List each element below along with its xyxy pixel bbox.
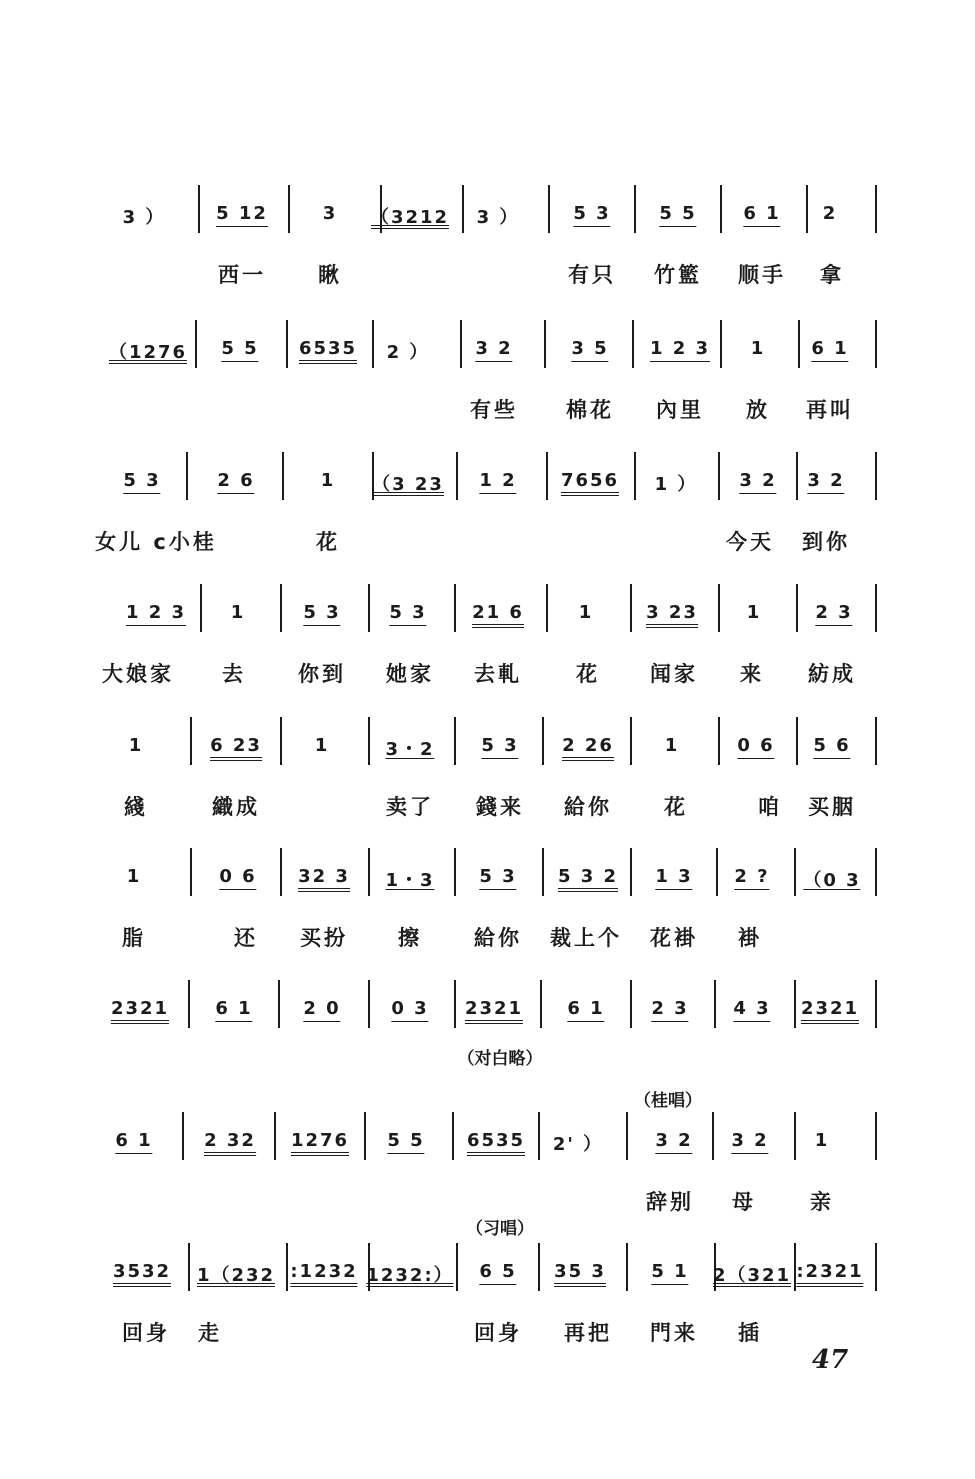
bar-line [794, 980, 796, 1028]
lyric-text: 竹籃 [654, 263, 702, 287]
measure-notes: 1 [664, 735, 680, 756]
bar-line [630, 848, 632, 896]
lyric-text: 花褂 [650, 926, 698, 950]
bar-line [796, 717, 798, 765]
measure-notes: 5 3 [573, 203, 610, 227]
bar-line [875, 320, 877, 368]
bar-line [720, 320, 722, 368]
measure-notes: 1 [314, 735, 330, 756]
lyric-text: 还 [234, 926, 258, 950]
lyric-text: 有只 [568, 263, 616, 287]
bar-line [720, 185, 722, 233]
measure-notes: 5 5 [221, 338, 258, 362]
bar-line [798, 320, 800, 368]
bar-line [544, 320, 546, 368]
measure-notes: 5 3 [389, 602, 426, 626]
bar-line [546, 584, 548, 632]
lyric-text: 錢来 [476, 795, 524, 819]
lyric-text: 大娘家 [102, 662, 174, 686]
bar-line [626, 1243, 628, 1291]
measure-notes: 1276 [291, 1130, 349, 1156]
notation-row [110, 584, 880, 640]
measure-notes: 6 1 [811, 338, 848, 362]
lyric-text: 来 [740, 662, 764, 686]
measure-notes: 2 ） [386, 342, 430, 363]
bar-line [718, 584, 720, 632]
measure-notes: 2 3 [815, 602, 852, 626]
bar-line [454, 584, 456, 632]
bar-line [875, 848, 877, 896]
bar-line [278, 980, 280, 1028]
lyric-text: 女儿 c小桂 [95, 530, 217, 554]
bar-line [280, 584, 282, 632]
bar-line [372, 320, 374, 368]
bar-line [712, 1112, 714, 1160]
measure-notes: 3 5 [571, 338, 608, 362]
bar-line [538, 1112, 540, 1160]
bar-line [280, 848, 282, 896]
bar-line [634, 185, 636, 233]
bar-line [542, 848, 544, 896]
bar-line [460, 320, 462, 368]
bar-line [875, 185, 877, 233]
measure-notes: 3 2 [731, 1130, 768, 1154]
bar-line [875, 452, 877, 500]
bar-line [540, 980, 542, 1028]
lyric-text: 棉花 [566, 398, 614, 422]
measure-notes: 32 3 [298, 866, 350, 892]
lyric-text: 花 [664, 795, 688, 819]
bar-line [875, 1243, 877, 1291]
lyric-text: 給你 [564, 795, 612, 819]
measure-notes: 5 5 [387, 1130, 424, 1154]
measure-notes: 0 6 [219, 866, 256, 890]
measure-notes: 3 23 [646, 602, 698, 628]
measure-notes: 4 3 [733, 998, 770, 1022]
bar-line [368, 717, 370, 765]
lyric-text: 花 [316, 530, 340, 554]
singer-marker: （习唱） [466, 1219, 534, 1239]
measure-notes: 2 6 [217, 470, 254, 494]
notation-row [110, 1112, 880, 1168]
measure-notes: 6 23 [210, 735, 262, 761]
bar-line [200, 584, 202, 632]
lyric-text: 織成 [212, 795, 260, 819]
measure-notes: 1 [814, 1130, 830, 1151]
notation-row [110, 320, 880, 376]
music-system [102, 584, 880, 704]
notation-row [110, 717, 880, 773]
measure-notes: 6535 [299, 338, 357, 364]
measure-notes: 2（321 [713, 1261, 791, 1287]
lyric-text: 內里 [656, 398, 704, 422]
bar-line [368, 980, 370, 1028]
measure-notes: 1 [126, 866, 142, 887]
bar-line [718, 452, 720, 500]
measure-notes: 5 3 [479, 866, 516, 890]
measure-notes: 6535 [467, 1130, 525, 1156]
lyric-text: 門来 [650, 1321, 698, 1345]
bar-line [274, 1112, 276, 1160]
lyric-text: 再把 [564, 1321, 612, 1345]
bar-line [462, 185, 464, 233]
measure-notes: 2' ） [552, 1134, 604, 1155]
singer-marker: （桂唱） [634, 1091, 702, 1111]
measure-notes: 6 1 [115, 1130, 152, 1154]
bar-line [875, 717, 877, 765]
measure-notes: 2321 [801, 998, 859, 1024]
measure-notes: 2321 [465, 998, 523, 1024]
measure-notes: 3 2 [739, 470, 776, 494]
measure-notes: 5 6 [813, 735, 850, 759]
measure-notes: 0 3 [391, 998, 428, 1022]
notation-row [110, 980, 880, 1036]
bar-line [875, 980, 877, 1028]
notation-row [110, 185, 880, 241]
measure-notes: 3 2 [655, 1130, 692, 1154]
bar-line [548, 185, 550, 233]
lyric-text: 顺手 [738, 263, 786, 287]
measure-notes: 5 1 [651, 1261, 688, 1285]
lyric-text: 再叫 [806, 398, 854, 422]
measure-notes: 5 3 [303, 602, 340, 626]
lyric-text: 花 [576, 662, 600, 686]
measure-notes: 3・2 [385, 735, 434, 759]
bar-line [190, 848, 192, 896]
measure-notes: （3 23 [372, 470, 444, 496]
lyric-text: 拿 [820, 263, 844, 287]
bar-line [198, 185, 200, 233]
lyric-text: 到你 [802, 530, 850, 554]
page-number: 47 [812, 1345, 849, 1375]
lyric-text: 咱 [758, 795, 782, 819]
measure-notes: 21 6 [472, 602, 524, 628]
measure-notes: 2 3 [651, 998, 688, 1022]
bar-line [794, 1112, 796, 1160]
bar-line [454, 848, 456, 896]
lyric-text: 回身 [474, 1321, 522, 1345]
measure-notes: 3 2 [475, 338, 512, 362]
bar-line [368, 584, 370, 632]
bar-line [630, 584, 632, 632]
measure-notes: 6 1 [567, 998, 604, 1022]
lyric-text: 擦 [398, 926, 422, 950]
bar-line [454, 717, 456, 765]
measure-notes: 1 [746, 602, 762, 623]
bar-line [280, 717, 282, 765]
lyric-text: 母 [732, 1190, 756, 1214]
lyric-text: 給你 [474, 926, 522, 950]
bar-line [364, 1112, 366, 1160]
measure-notes: 2 0 [303, 998, 340, 1022]
music-system [110, 1243, 880, 1363]
bar-line [718, 717, 720, 765]
music-system [95, 452, 880, 572]
measure-notes: 6 5 [479, 1261, 516, 1285]
measure-notes: :1232 [290, 1261, 357, 1287]
lyric-text: 今天 [726, 530, 774, 554]
measure-notes: 1 3 [655, 866, 692, 890]
bar-line [282, 452, 284, 500]
lyric-text: 亲 [810, 1190, 834, 1214]
music-system [110, 185, 880, 305]
measure-notes: 1 2 3 [126, 602, 186, 626]
measure-notes: 2 [822, 203, 838, 224]
music-system [110, 717, 880, 837]
measure-notes: 6 1 [215, 998, 252, 1022]
measure-notes: 1 [128, 735, 144, 756]
measure-notes: 5 12 [216, 203, 268, 227]
lyric-text: 插 [738, 1321, 762, 1345]
measure-notes: 6 1 [743, 203, 780, 227]
bar-line [806, 185, 808, 233]
bar-line [186, 452, 188, 500]
bar-line [288, 185, 290, 233]
lyric-text: 紡成 [808, 662, 856, 686]
bar-line [714, 980, 716, 1028]
lyric-text: 瞅 [318, 263, 342, 287]
bar-line [630, 980, 632, 1028]
bar-line [546, 452, 548, 500]
measure-notes: （1276 [109, 338, 187, 364]
bar-line [452, 1112, 454, 1160]
lyric-text: 放 [746, 398, 770, 422]
measure-notes: 2 32 [204, 1130, 256, 1156]
lyric-text: 买胭 [808, 795, 856, 819]
bar-line [634, 452, 636, 500]
measure-notes: 35 3 [554, 1261, 606, 1287]
bar-line [190, 717, 192, 765]
measure-notes: 5 5 [659, 203, 696, 227]
bar-line [794, 848, 796, 896]
bar-line [875, 584, 877, 632]
bar-line [632, 320, 634, 368]
lyric-text: 綫 [124, 795, 148, 819]
music-system [110, 980, 880, 1100]
bar-line [182, 1112, 184, 1160]
measure-notes: 7656 [561, 470, 619, 496]
measure-notes: 5 3 2 [558, 866, 618, 892]
measure-notes: 3 ） [122, 207, 166, 228]
lyric-text: 去軋 [474, 662, 522, 686]
measure-notes: 2 26 [562, 735, 614, 761]
lyric-text: 她家 [386, 662, 434, 686]
measure-notes: :2321 [796, 1261, 863, 1287]
lyric-text: 裁上个 [550, 926, 622, 950]
lyric-text: 买扮 [300, 926, 348, 950]
measure-notes: 5 3 [481, 735, 518, 759]
bar-line [875, 1112, 877, 1160]
lyric-text: 辞别 [646, 1190, 694, 1214]
bar-line [286, 320, 288, 368]
measure-notes: 3 ） [476, 207, 520, 228]
bar-line [454, 980, 456, 1028]
bar-line [456, 1243, 458, 1291]
bar-line [195, 320, 197, 368]
measure-notes: 3532 [113, 1261, 171, 1287]
measure-notes: 1 [750, 338, 766, 359]
bar-line [538, 1243, 540, 1291]
measure-notes: 3 2 [807, 470, 844, 494]
measure-notes: 5 3 [123, 470, 160, 494]
music-system [110, 848, 880, 968]
measure-notes: 2 ? [734, 866, 769, 890]
bar-line [456, 452, 458, 500]
measure-notes: 1 [578, 602, 594, 623]
lyric-text: 褂 [738, 926, 762, 950]
measure-notes: 1 ） [654, 474, 698, 495]
measure-notes: （3212 [371, 203, 449, 229]
bar-line [542, 717, 544, 765]
measure-notes: （0 3 [803, 866, 860, 890]
measure-notes: 1（232 [197, 1261, 275, 1287]
bar-line [716, 848, 718, 896]
measure-notes: 1 [230, 602, 246, 623]
measure-notes: 2321 [111, 998, 169, 1024]
lyric-text: 西一 [218, 263, 266, 287]
measure-notes: 1232:） [366, 1261, 453, 1287]
bar-line [188, 980, 190, 1028]
bar-line [286, 1243, 288, 1291]
notation-row [110, 848, 880, 904]
lyric-text: 你到 [298, 662, 346, 686]
measure-notes: 1 2 3 [650, 338, 710, 362]
notation-row [110, 452, 880, 508]
measure-notes: 1・3 [385, 866, 434, 890]
lyric-text: 脂 [122, 926, 146, 950]
measure-notes: 0 6 [737, 735, 774, 759]
lyric-text: 回身 [122, 1321, 170, 1345]
bar-line [630, 717, 632, 765]
notation-row [110, 1243, 880, 1299]
bar-line [188, 1243, 190, 1291]
lyric-text: 闻家 [650, 662, 698, 686]
bar-line [796, 452, 798, 500]
lyric-text: 有些 [470, 398, 518, 422]
lyric-text: 去 [222, 662, 246, 686]
measure-notes: 3 [322, 203, 338, 224]
bar-line [368, 848, 370, 896]
measure-notes: 1 2 [479, 470, 516, 494]
bar-line [626, 1112, 628, 1160]
lyric-text: 走 [198, 1321, 222, 1345]
measure-notes: 1 [320, 470, 336, 491]
lyric-text: 卖了 [386, 795, 434, 819]
bar-line [796, 584, 798, 632]
music-system [110, 320, 880, 440]
singer-marker: （对白略） [457, 1049, 543, 1069]
